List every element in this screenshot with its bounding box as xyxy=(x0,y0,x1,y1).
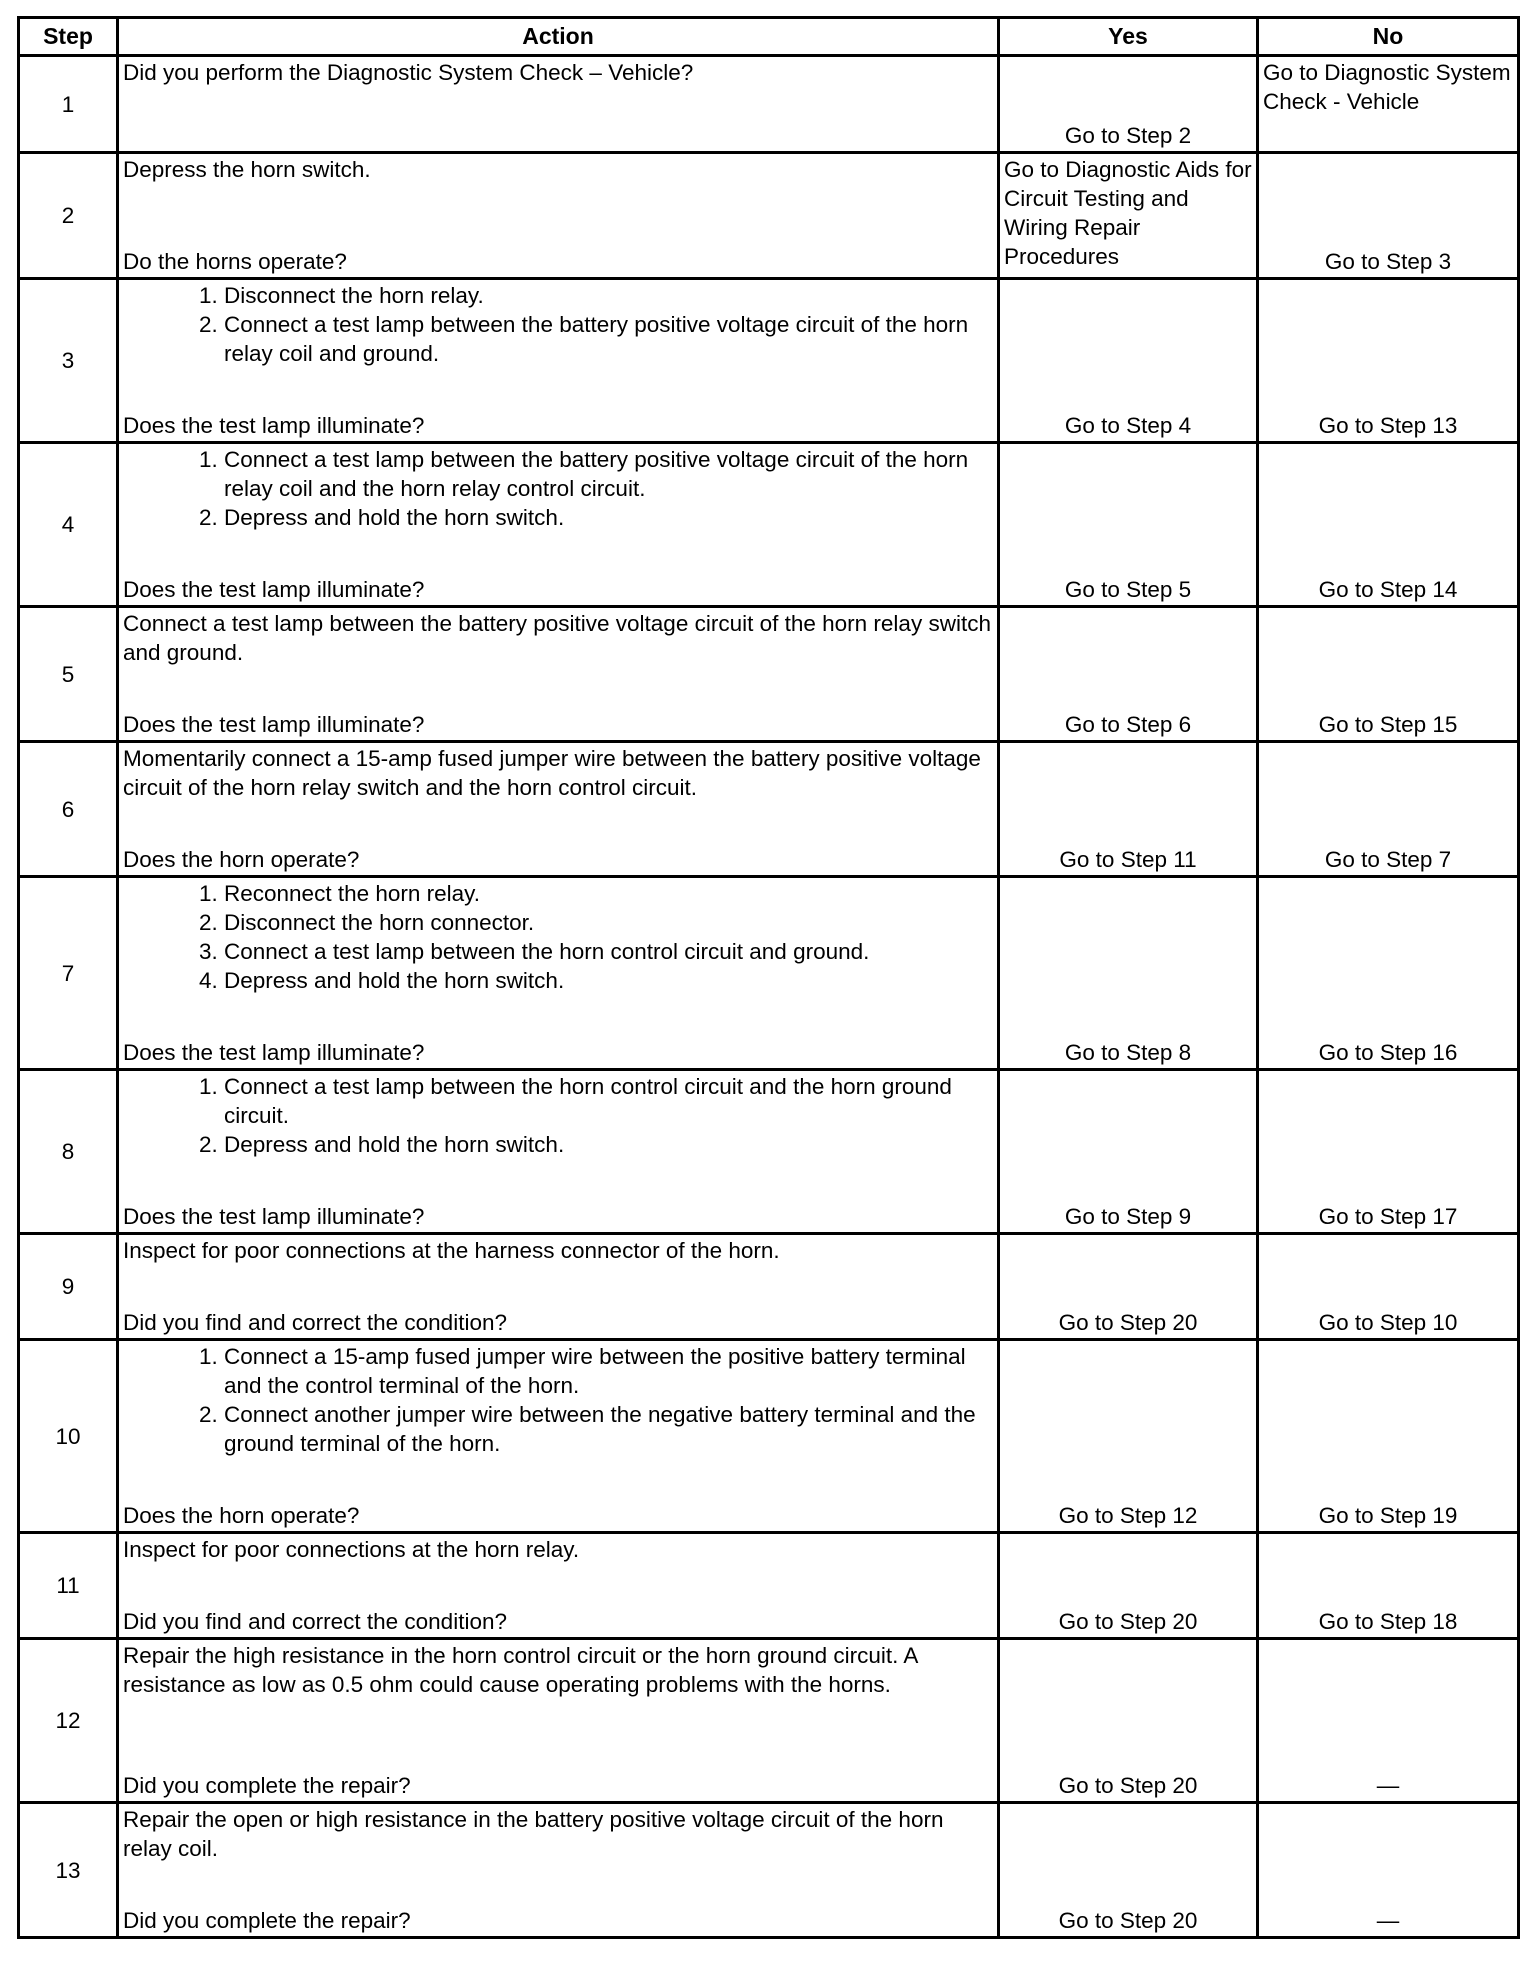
action-text: Inspect for poor connections at the harness connector of the horn. xyxy=(123,1238,780,1263)
action-text: Momentarily connect a 15-amp fused jumper wire between the battery positive voltage circuit of the horn relay switch and the horn control circuit. xyxy=(123,746,981,800)
list-item: 2. Depress and hold the horn switch. xyxy=(224,1130,993,1159)
no-result: Go to Step 16 xyxy=(1258,877,1519,1070)
action-cell xyxy=(118,1803,999,1938)
no-result: Go to Step 10 xyxy=(1258,1234,1519,1340)
no-result: — xyxy=(1258,1639,1519,1803)
action-question: Does the test lamp illuminate? xyxy=(123,577,425,602)
step-number: 13 xyxy=(19,1803,118,1938)
action-cell xyxy=(118,1340,999,1533)
header-yes: Yes xyxy=(999,18,1258,56)
action-cell xyxy=(118,742,999,877)
no-result: Go to Step 15 xyxy=(1258,607,1519,742)
list-item: 2. Connect a test lamp between the battery positive voltage circuit of the horn relay coil and ground. xyxy=(224,310,993,368)
action-cell xyxy=(118,1234,999,1340)
action-question: Did you complete the repair? xyxy=(123,1773,411,1798)
list-item: 1. Reconnect the horn relay. xyxy=(224,879,993,908)
table-row xyxy=(19,56,1519,153)
list-item: 1. Connect a test lamp between the battery positive voltage circuit of the horn relay coil and the horn relay control circuit. xyxy=(224,445,993,503)
table-row xyxy=(19,1639,1519,1803)
list-item: 2. Disconnect the horn connector. xyxy=(224,908,993,937)
table-row xyxy=(19,1533,1519,1639)
yes-result: Go to Step 12 xyxy=(999,1340,1258,1533)
header-step: Step xyxy=(19,18,118,56)
action-text: Inspect for poor connections at the horn relay. xyxy=(123,1537,580,1562)
action-text: Did you perform the Diagnostic System Check – Vehicle? xyxy=(123,60,694,85)
table-row xyxy=(19,1340,1519,1533)
action-cell xyxy=(118,1070,999,1234)
header-row xyxy=(19,18,1519,56)
action-cell xyxy=(118,153,999,279)
list-item: 1. Connect a test lamp between the horn control circuit and the horn ground circuit. xyxy=(224,1072,993,1130)
step-number: 3 xyxy=(19,279,118,443)
yes-result: Go to Step 20 xyxy=(999,1803,1258,1938)
list-item: 4. Depress and hold the horn switch. xyxy=(224,966,993,995)
action-question: Does the test lamp illuminate? xyxy=(123,1040,425,1065)
action-question: Does the test lamp illuminate? xyxy=(123,413,425,438)
step-number: 10 xyxy=(19,1340,118,1533)
no-result: Go to Step 7 xyxy=(1258,742,1519,877)
action-steps xyxy=(123,281,993,368)
action-cell xyxy=(118,56,999,153)
table-row xyxy=(19,607,1519,742)
action-question: Do the horns operate? xyxy=(123,249,347,274)
table-row xyxy=(19,877,1519,1070)
action-cell xyxy=(118,1533,999,1639)
action-steps xyxy=(123,1342,993,1458)
list-item: 2. Connect another jumper wire between the negative battery terminal and the ground terminal of the horn. xyxy=(224,1400,993,1458)
action-cell xyxy=(118,443,999,607)
yes-result: Go to Diagnostic Aids for Circuit Testing and Wiring Repair Procedures xyxy=(999,153,1258,279)
action-cell xyxy=(118,279,999,443)
list-item: 2. Depress and hold the horn switch. xyxy=(224,503,993,532)
no-result: — xyxy=(1258,1803,1519,1938)
table-row xyxy=(19,1070,1519,1234)
action-steps xyxy=(123,879,993,995)
action-cell xyxy=(118,877,999,1070)
yes-result: Go to Step 20 xyxy=(999,1639,1258,1803)
action-question: Does the test lamp illuminate? xyxy=(123,712,425,737)
yes-result: Go to Step 6 xyxy=(999,607,1258,742)
action-cell xyxy=(118,1639,999,1803)
yes-result: Go to Step 5 xyxy=(999,443,1258,607)
no-result: Go to Step 18 xyxy=(1258,1533,1519,1639)
no-result: Go to Step 3 xyxy=(1258,153,1519,279)
action-question: Does the test lamp illuminate? xyxy=(123,1204,425,1229)
no-result: Go to Step 17 xyxy=(1258,1070,1519,1234)
step-number: 8 xyxy=(19,1070,118,1234)
yes-result: Go to Step 2 xyxy=(999,56,1258,153)
action-question: Does the horn operate? xyxy=(123,1503,360,1528)
action-cell xyxy=(118,607,999,742)
step-number: 9 xyxy=(19,1234,118,1340)
action-text: Repair the high resistance in the horn control circuit or the horn ground circuit. A resistance as low as 0.5 ohm could cause operating problems with the horns. xyxy=(123,1643,918,1697)
action-text: Repair the open or high resistance in the battery positive voltage circuit of the horn relay coil. xyxy=(123,1807,944,1861)
step-number: 4 xyxy=(19,443,118,607)
action-question: Does the horn operate? xyxy=(123,847,360,872)
step-number: 2 xyxy=(19,153,118,279)
action-question: Did you complete the repair? xyxy=(123,1908,411,1933)
action-steps xyxy=(123,445,993,532)
list-item: 3. Connect a test lamp between the horn control circuit and ground. xyxy=(224,937,993,966)
yes-result: Go to Step 11 xyxy=(999,742,1258,877)
step-number: 11 xyxy=(19,1533,118,1639)
yes-result: Go to Step 20 xyxy=(999,1533,1258,1639)
table-row xyxy=(19,153,1519,279)
table-row xyxy=(19,279,1519,443)
action-steps xyxy=(123,1072,993,1159)
no-result: Go to Step 13 xyxy=(1258,279,1519,443)
yes-result: Go to Step 4 xyxy=(999,279,1258,443)
diagnostic-table xyxy=(17,16,1520,1939)
table-row xyxy=(19,443,1519,607)
action-question: Did you find and correct the condition? xyxy=(123,1310,507,1335)
yes-result: Go to Step 9 xyxy=(999,1070,1258,1234)
table-row xyxy=(19,1803,1519,1938)
list-item: 1. Disconnect the horn relay. xyxy=(224,281,993,310)
step-number: 6 xyxy=(19,742,118,877)
step-number: 7 xyxy=(19,877,118,1070)
yes-result: Go to Step 8 xyxy=(999,877,1258,1070)
no-result: Go to Diagnostic System Check - Vehicle xyxy=(1258,56,1519,153)
table-row xyxy=(19,1234,1519,1340)
yes-result: Go to Step 20 xyxy=(999,1234,1258,1340)
header-no: No xyxy=(1258,18,1519,56)
list-item: 1. Connect a 15-amp fused jumper wire between the positive battery terminal and the control terminal of the horn. xyxy=(224,1342,993,1400)
no-result: Go to Step 14 xyxy=(1258,443,1519,607)
table-row xyxy=(19,742,1519,877)
step-number: 5 xyxy=(19,607,118,742)
action-question: Did you find and correct the condition? xyxy=(123,1609,507,1634)
action-text: Connect a test lamp between the battery positive voltage circuit of the horn relay switch and ground. xyxy=(123,611,991,665)
step-number: 12 xyxy=(19,1639,118,1803)
action-text: Depress the horn switch. xyxy=(123,157,371,182)
header-action: Action xyxy=(118,18,999,56)
step-number: 1 xyxy=(19,56,118,153)
no-result: Go to Step 19 xyxy=(1258,1340,1519,1533)
